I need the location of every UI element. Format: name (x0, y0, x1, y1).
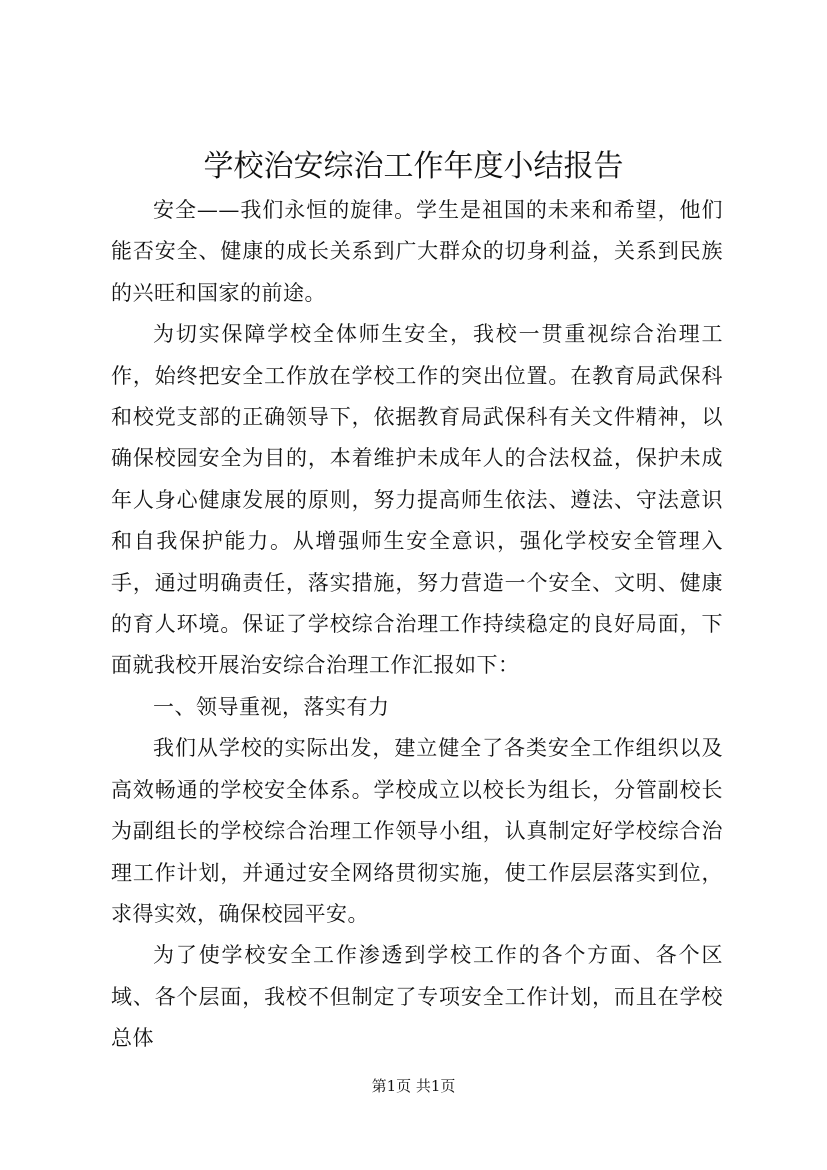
document-body (111, 190, 723, 1060)
paragraph-plan: 为了使学校安全工作渗透到学校工作的各个方面、各个区域、各个层面，我校不但制定了专项安全工作计划，而且在学校总体 (111, 943, 723, 1051)
paragraph-overview: 为切实保障学校全体师生安全，我校一贯重视综合治理工作，始终把安全工作放在学校工作的突出位置。在教育局武保科和校党支部的正确领导下，依据教育局武保科有关文件精神，以确保校园安全为目的，本着维护未成年人的合法权益，保护未成年人身心健康发展的原则，努力提高师生依法、遵法、守法意识和自我保护能力。从增强师生安全意识，强化学校安全管理入手，通过明确责任，落实措施，努力营造一个安全、文明、健康的育人环境。保证了学校综合治理工作持续稳定的良好局面，下面就我校开展治安综合治理工作汇报如下： (111, 322, 723, 678)
document-title: 学校治安综治工作年度小结报告 (203, 149, 624, 184)
page-footer: 第1页 共1页 (371, 1077, 456, 1095)
section-heading-1: 一、领导重视，落实有力 (153, 694, 390, 719)
paragraph-organization: 我们从学校的实际出发，建立健全了各类安全工作组织以及高效畅通的学校安全体系。学校成立以校长为组长，分管副校长为副组长的学校综合治理工作领导小组，认真制定好学校综合治理工作计划，并通过安全网络贯彻实施，使工作层层落实到位，求得实效，确保校园平安。 (111, 736, 723, 926)
paragraph-intro: 安全——我们永恒的旋律。学生是祖国的未来和希望，他们能否安全、健康的成长关系到广大群众的切身利益，关系到民族的兴旺和国家的前途。 (111, 198, 723, 305)
